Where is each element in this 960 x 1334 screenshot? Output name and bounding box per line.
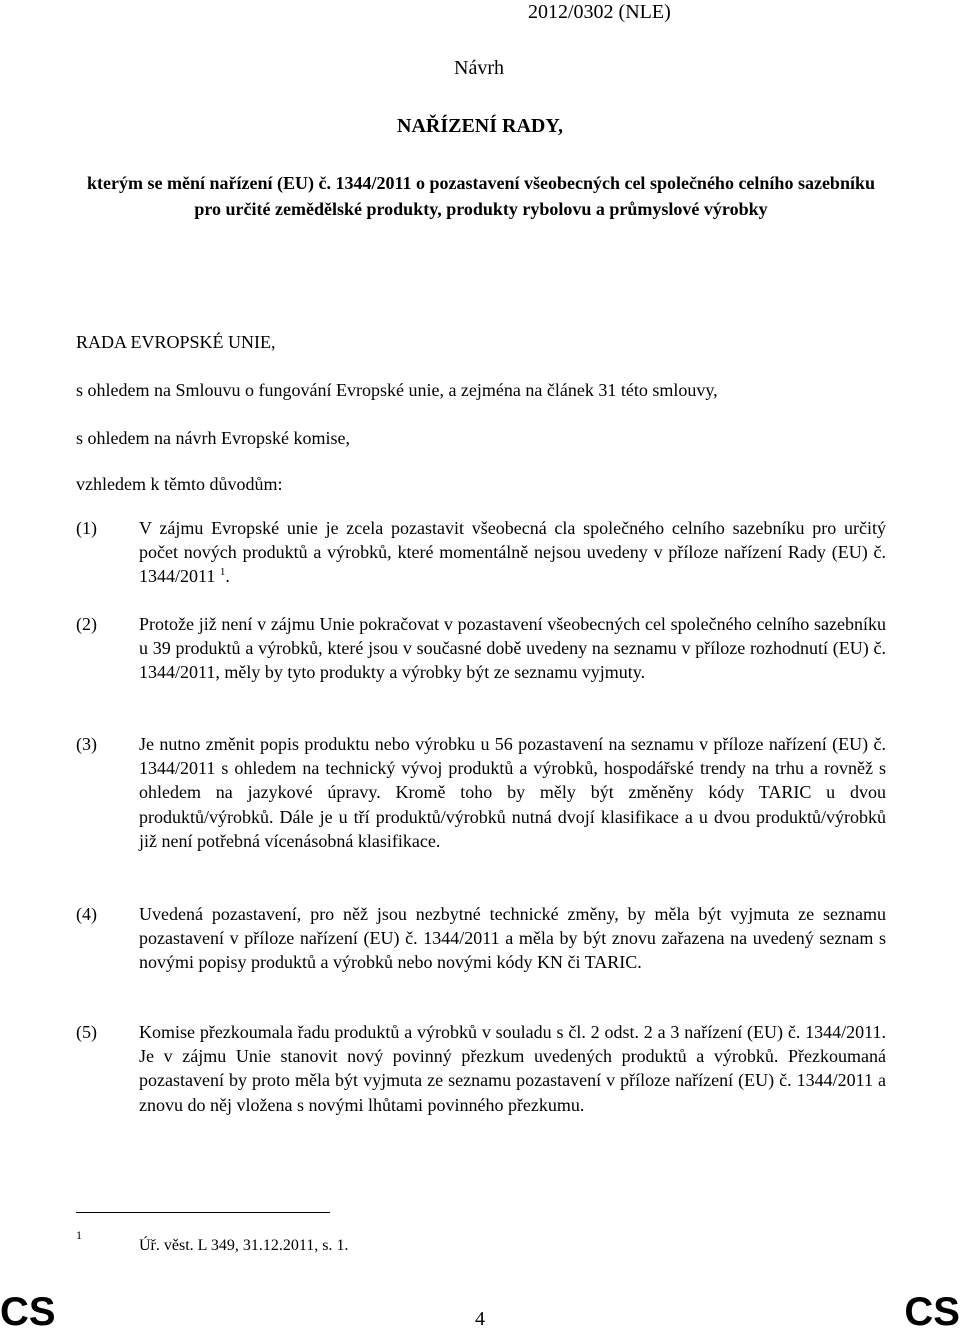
recital-4 (76, 902, 886, 975)
citation-whereas: vzhledem k těmto důvodům: (76, 474, 283, 494)
recital-number: (3) (76, 734, 97, 754)
recital-number: (1) (76, 518, 97, 538)
recital-text: Uvedená pozastavení, pro něž jsou nezbytné technické změny, by měla být vyjmuta ze seznamu pozastavení v příloze nařízení (EU) č. 1344/2011 a měla by být znovu zařazena na uvedený seznam s novými popisy produktů a výrobků nebo novými kódy KN či TARIC. (139, 904, 886, 973)
footnote-separator (76, 1212, 330, 1213)
recital-1 (76, 516, 886, 589)
council-heading: RADA EVROPSKÉ UNIE, (76, 332, 276, 352)
language-code-left: CS (0, 1290, 56, 1334)
recital-2 (76, 612, 886, 685)
recital-end: . (225, 566, 230, 587)
regulation-subtitle: kterým se mění nařízení (EU) č. 1344/2011 o pozastavení všeobecných cel společného celního sazebníku pro určité zemědělské produkty, produkty rybolovu a průmyslové výrobky (87, 173, 875, 219)
draft-label: Návrh (454, 57, 504, 79)
recital-text (139, 516, 886, 589)
citation-proposal: s ohledem na návrh Evropské komise, (76, 428, 350, 448)
language-code-right: CS (904, 1290, 960, 1334)
page-number: 4 (475, 1308, 485, 1330)
recital-text: Je nutno změnit popis produktu nebo výrobku u 56 pozastavení na seznamu v příloze nařízení (EU) č. 1344/2011 s ohledem na technický vývoj produktů a výrobků, hospodářské trendy na trhu a rovněž s ohledem na jazykové úpravy. Kromě toho by měly být změněny kódy TARIC u dvou produktů/výrobků. Dále je u tří produktů/výrobků nutná dvojí klasifikace a u dvou produktů/výrobků již není potřebná vícenásobná klasifikace. (139, 734, 886, 851)
footnote-number: 1 (76, 1228, 82, 1242)
footnote-text: Úř. věst. L 349, 31.12.2011, s. 1. (139, 1237, 349, 1254)
recital-body: V zájmu Evropské unie je zcela pozastavit všeobecná cla společného celního sazebníku pro určitý počet nových produktů a výrobků, které momentálně nejsou uvedeny v příloze nařízení Rady (EU) č. 1344/2011 (139, 518, 886, 587)
recital-number: (2) (76, 614, 97, 634)
footnote-reference[interactable]: 1 (219, 566, 226, 579)
citation-treaty: s ohledem na Smlouvu o fungování Evropské unie, a zejména na článek 31 této smlouvy, (76, 380, 718, 400)
document-reference: 2012/0302 (NLE) (528, 1, 671, 23)
recital-5 (76, 1020, 886, 1117)
recital-3 (76, 732, 886, 853)
recital-number: (4) (76, 904, 97, 924)
regulation-title: NAŘÍZENÍ RADY, (397, 115, 563, 137)
recital-text: Protože již není v zájmu Unie pokračovat v pozastavení všeobecných cel společného celního sazebníku u 39 produktů a výrobků, které jsou v současné době uvedeny na seznamu v příloze rozhodnutí (EU) č. 1344/2011, měly by tyto produkty a výrobky být ze seznamu vyjmuty. (139, 614, 886, 683)
recital-number: (5) (76, 1022, 97, 1042)
recital-text: Komise přezkoumala řadu produktů a výrobků v souladu s čl. 2 odst. 2 a 3 nařízení (EU) č. 1344/2011. Je v zájmu Unie stanovit nový povinný přezkum uvedených produktů a výrobků. Přezkoumaná pozastavení by proto měla být vyjmuta ze seznamu pozastavení v příloze nařízení (EU) č. 1344/2011 a znovu do něj vložena s novými lhůtami povinného přezkumu. (139, 1022, 886, 1115)
